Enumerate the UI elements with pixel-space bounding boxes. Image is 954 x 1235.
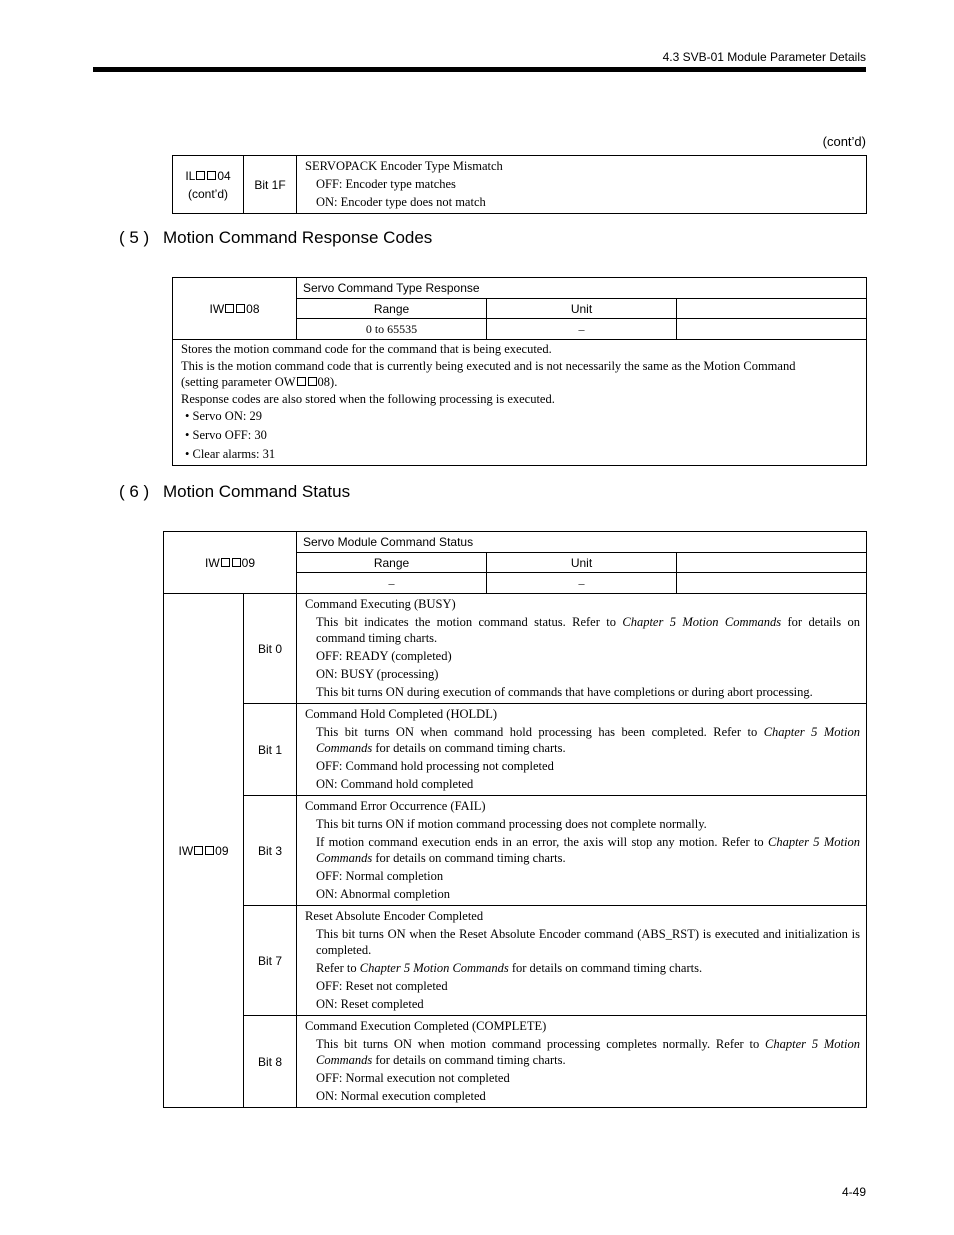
- description-title: Command Error Occurrence (FAIL): [305, 799, 486, 813]
- register-cell: [173, 156, 244, 214]
- blank-value: [677, 319, 867, 340]
- bit-cell: Bit 7: [244, 906, 297, 1016]
- description-line: OFF: Encoder type matches: [316, 177, 456, 191]
- register-prefix: IW: [204, 555, 220, 570]
- description-line: This bit turns ON if motion command processing does not complete normally.: [316, 817, 707, 831]
- parameter-name: Servo Module Command Status: [297, 532, 867, 553]
- placeholder-square-icon: [221, 558, 230, 567]
- bit-cell: Bit 0: [244, 594, 297, 704]
- range-header: Range: [297, 299, 487, 319]
- register-suffix: 09: [215, 843, 229, 858]
- register-suffix: 09: [241, 555, 256, 570]
- description-cell: [297, 1016, 867, 1108]
- description-cell: [173, 340, 867, 466]
- description-line: OFF: READY (completed): [316, 649, 452, 663]
- param-ref-prefix: (setting parameter OW: [181, 375, 296, 389]
- chapter-reference: Chapter 5 Motion Commands: [316, 835, 860, 865]
- section-label: ( 5 ): [119, 228, 150, 247]
- section-label: ( 6 ): [119, 482, 150, 501]
- placeholder-square-icon: [232, 558, 241, 567]
- blank-header: [677, 299, 867, 319]
- text-run: Refer to: [316, 961, 360, 975]
- unit-value: –: [487, 319, 677, 340]
- parameter-name: Servo Command Type Response: [297, 278, 867, 299]
- description-cell: [297, 594, 867, 704]
- bullet-item: • Servo ON: 29: [185, 409, 262, 423]
- description-title: Command Execution Completed (COMPLETE): [305, 1019, 547, 1033]
- description-line: [305, 959, 860, 977]
- description-line: ON: Encoder type does not match: [316, 195, 486, 209]
- continued-label: (cont’d): [822, 134, 866, 149]
- register-cell: [164, 532, 297, 594]
- description-line: This bit turns ON during execution of commands that have completions or during abort processing.: [316, 685, 813, 699]
- section-title: Motion Command Response Codes: [163, 228, 433, 247]
- description-line: ON: BUSY (processing): [316, 667, 439, 681]
- placeholder-square-icon: [308, 377, 317, 386]
- text-run: This bit indicates the motion command status. Refer to: [316, 615, 623, 629]
- description-line: [305, 833, 860, 867]
- register-suffix: 04: [217, 168, 231, 183]
- placeholder-square-icon: [207, 171, 216, 180]
- description-title: SERVOPACK Encoder Type Mismatch: [305, 159, 503, 173]
- description-line: ON: Command hold completed: [316, 777, 474, 791]
- placeholder-square-icon: [196, 171, 205, 180]
- register-prefix: IL: [185, 168, 196, 183]
- register-table-iw09: [163, 531, 867, 1108]
- description-line: Response codes are also stored when the following processing is executed.: [181, 391, 555, 406]
- text-run: for details on command timing charts.: [372, 741, 566, 755]
- description-title: Command Hold Completed (HOLDL): [305, 707, 497, 721]
- chapter-reference: Chapter 5 Motion Commands: [316, 725, 860, 755]
- range-header: Range: [297, 553, 487, 573]
- bit-cell: Bit 8: [244, 1016, 297, 1108]
- description-line: [305, 613, 860, 647]
- description-line: [181, 374, 860, 391]
- description-cell: [297, 906, 867, 1016]
- unit-header: Unit: [487, 299, 677, 319]
- description-line: [305, 1035, 860, 1069]
- bit-cell: Bit 1F: [244, 156, 297, 214]
- text-run: for details on command timing charts.: [372, 1053, 566, 1067]
- bullet-item: • Clear alarms: 31: [185, 447, 276, 461]
- blank-header: [677, 553, 867, 573]
- register-prefix: IW: [209, 301, 225, 316]
- description-line: ON: Normal execution completed: [316, 1089, 486, 1103]
- page-number: 4-49: [841, 1185, 866, 1199]
- register-table-iw08: [172, 277, 867, 466]
- placeholder-square-icon: [194, 846, 203, 855]
- description-line: OFF: Normal execution not completed: [316, 1071, 510, 1085]
- register-prefix: IW: [178, 843, 194, 858]
- description-cell: [297, 704, 867, 796]
- description-line: ON: Abnormal completion: [316, 887, 451, 901]
- unit-value: –: [487, 573, 677, 594]
- placeholder-square-icon: [236, 304, 245, 313]
- description-cell: [297, 156, 867, 214]
- chapter-reference: Chapter 5 Motion Commands: [359, 961, 509, 975]
- chapter-reference: Chapter 5 Motion Commands: [622, 615, 782, 629]
- text-run: for details on command timing charts.: [316, 615, 860, 645]
- register-table-il04: [172, 155, 867, 214]
- text-run: for details on command timing charts.: [508, 961, 703, 975]
- placeholder-square-icon: [225, 304, 234, 313]
- description-title: Command Executing (BUSY): [305, 597, 456, 611]
- description-line: OFF: Command hold processing not completed: [316, 759, 554, 773]
- bullet-item: • Servo OFF: 30: [185, 428, 267, 442]
- range-value: –: [297, 573, 487, 594]
- description-line: This bit turns ON when the Reset Absolute Encoder command (ABS_RST) is executed and initialization is completed.: [316, 927, 860, 957]
- placeholder-square-icon: [205, 846, 214, 855]
- register-suffix: 08: [246, 301, 260, 316]
- param-ref-suffix: 08).: [317, 375, 338, 389]
- description-line: [305, 723, 860, 757]
- description-line: This is the motion command code that is currently being executed and is not necessarily the same as the Motion Command: [181, 358, 796, 373]
- bit-cell: Bit 3: [244, 796, 297, 906]
- text-run: for details on command timing charts.: [372, 851, 566, 865]
- description-line: Stores the motion command code for the command that is being executed.: [181, 342, 552, 356]
- unit-header: Unit: [487, 553, 677, 573]
- description-line: ON: Reset completed: [316, 997, 424, 1011]
- range-value: 0 to 65535: [297, 319, 487, 340]
- text-run: If motion command execution ends in an error, the axis will stop any motion. Refer to: [316, 835, 768, 849]
- description-line: OFF: Normal completion: [316, 869, 444, 883]
- header-rule: [93, 67, 866, 72]
- text-run: This bit turns ON when command hold processing has been completed. Refer to: [316, 725, 764, 739]
- text-run: This bit turns ON when motion command processing completes normally. Refer to: [316, 1037, 766, 1051]
- description-title: Reset Absolute Encoder Completed: [305, 909, 484, 923]
- register-cell: [173, 278, 297, 340]
- register-note: (cont’d): [187, 186, 228, 201]
- description-line: OFF: Reset not completed: [316, 979, 448, 993]
- chapter-reference: Chapter 5 Motion Commands: [316, 1037, 860, 1067]
- section-title: Motion Command Status: [163, 482, 351, 501]
- blank-value: [677, 573, 867, 594]
- bit-cell: Bit 1: [244, 704, 297, 796]
- placeholder-square-icon: [297, 377, 306, 386]
- running-header: 4.3 SVB-01 Module Parameter Details: [662, 50, 866, 64]
- register-cell: [164, 594, 244, 1108]
- description-cell: [297, 796, 867, 906]
